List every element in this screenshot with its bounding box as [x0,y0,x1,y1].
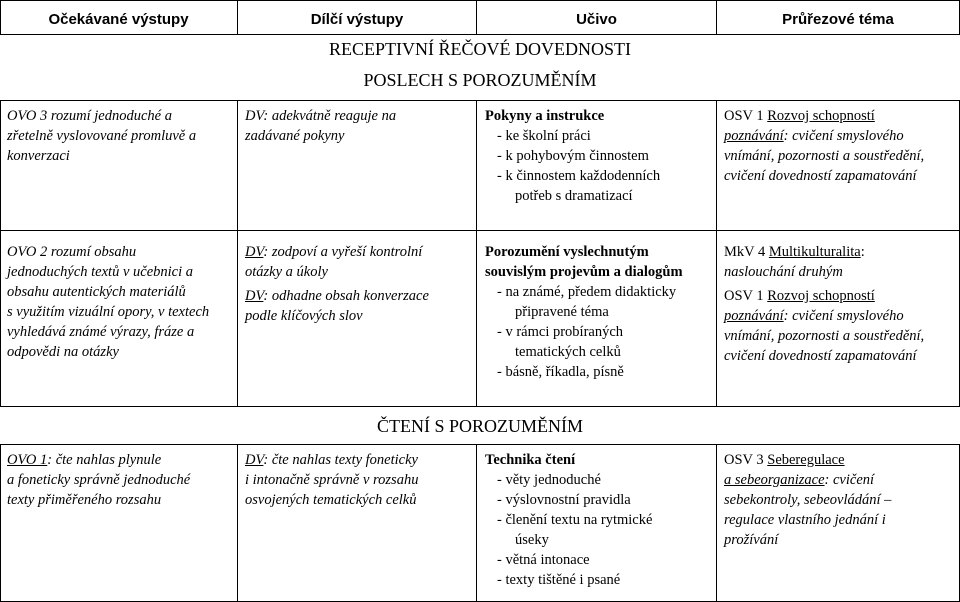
list-item-text: výslovnostní pravidla [505,492,631,508]
column-divider [476,100,477,407]
list-item-continuation: připravené téma [515,304,609,320]
cross-theme-osv1 [724,106,958,186]
list-item-continuation: potřeb s dramatizací [515,188,633,204]
text-line: : cvičení [824,472,875,488]
cross-theme-osv3 [724,450,958,550]
text-line: OVO 2 rozumí obsahu [7,244,137,260]
dv-label: DV [245,452,264,468]
text-line: prožívání [724,532,779,548]
row-separator [0,406,960,407]
column-divider [476,444,477,602]
list-item-text: k činnostem každodenních [505,168,661,184]
curriculum-reading-technique [485,450,713,590]
list-item-continuation: úseky [515,532,549,548]
text-line: : zodpoví a vyřeší kontrolní [263,244,423,260]
dv-label: DV [245,244,264,260]
curriculum-title: Pokyny a instrukce [485,108,605,124]
text-line: zadávané pokyny [245,128,345,144]
text-line: otázky a úkoly [245,264,328,280]
list-item: - básně, říkadla, písně [497,364,624,380]
text-line: texty přiměřeného rozsahu [7,492,162,508]
list-item: - ke školní práci [497,128,591,144]
theme-code: OSV 1 [724,108,768,124]
text-line: i intonačně správně v rozsahu [245,472,419,488]
column-divider [237,100,238,407]
list-item: - členění textu na rytmické [497,512,653,528]
text-line: vnímání, pozornosti a soustředění, [724,148,925,164]
section-title-reading: ČTENÍ S POROZUMĚNÍM [376,416,583,436]
list-item-text: na známé, předem didakticky [505,284,677,300]
partial-outcome-dv-reading [245,450,471,510]
text-line: jednoduchých textů v učebnici a [7,264,194,280]
text-line: : odhadne obsah konverzace [263,288,429,304]
theme-code: OSV 3 [724,452,768,468]
column-divider [237,444,238,602]
theme-link: poznávání [724,308,784,324]
list-item-text: v rámci probíraných [505,324,624,340]
text-line: vyhledává známé výrazy, fráze a [7,324,195,340]
expected-outcome-ovo3 [7,106,233,166]
column-divider [716,100,717,407]
list-item-text: texty tištěné i psané [505,572,621,588]
list-item-text: větná intonace [505,552,590,568]
text-line: regulace vlastního jednání i [724,512,886,528]
expected-outcome-ovo1 [7,450,233,510]
expected-outcome-ovo2 [7,242,233,362]
text-line: konverzaci [7,148,70,164]
section-title-receptive-skills: RECEPTIVNÍ ŘEČOVÉ DOVEDNOSTI [329,39,631,59]
text-line: zřetelně vyslovované promluvě a [7,128,197,144]
curriculum-title: Technika čtení [485,452,576,468]
theme-link: poznávání [724,128,784,144]
text-line: osvojených tematických celků [245,492,417,508]
list-item-continuation: tematických celků [515,344,621,360]
list-item-text: věty jednoduché [505,472,601,488]
list-item: - na známé, předem didakticky [497,284,677,300]
text-line: odpovědi na otázky [7,344,119,360]
list-item-text: básně, říkadla, písně [505,364,624,380]
text-line: a foneticky správně jednoduché [7,472,191,488]
text-line: : cvičení smyslového [783,128,904,144]
column-divider [0,100,1,407]
theme-link: a sebeorganizace [724,472,825,488]
list-item-text: členění textu na rytmické [505,512,653,528]
theme-code: OSV 1 [724,288,768,304]
row-separator [0,100,960,101]
list-item: - větná intonace [497,552,590,568]
theme-link: Seberegulace [767,452,845,468]
text-line: : čte nahlas texty foneticky [263,452,418,468]
ovo-label: OVO 1 [7,452,48,468]
column-divider [0,444,1,602]
text-line: obsahu autentických materiálů [7,284,186,300]
text-line: : cvičení smyslového [783,308,904,324]
list-item: - k pohybovým činnostem [497,148,649,164]
column-header-curriculum: Učivo [576,11,617,28]
theme-link: Rozvoj schopností [767,108,875,124]
header-bottom-border [0,34,960,35]
theme-link: Rozvoj schopností [767,288,875,304]
curriculum-title: Porozumění vyslechnutým [485,244,649,260]
text-line: DV: adekvátně reaguje na [245,108,397,124]
text-line: OVO 3 rozumí jednoduché a [7,108,172,124]
curriculum-instructions [485,106,713,206]
dv-label: DV [245,288,264,304]
text-line: cvičení dovedností zapamatování [724,348,917,364]
text-line: sebekontroly, sebeovládání – [724,492,892,508]
list-item: - texty tištěné i psané [497,572,621,588]
curriculum-title: souvislým projevům a dialogům [485,264,683,280]
text-line: : čte nahlas plynule [47,452,162,468]
column-header-cross-curricular-theme: Průřezové téma [782,11,894,28]
column-header-partial-outcomes: Dílčí výstupy [310,11,404,28]
partial-outcome-dv [245,106,471,146]
list-item-text: k pohybovým činnostem [505,148,649,164]
text-line: vnímání, pozornosti a soustředění, [724,328,925,344]
list-item: - k činnostem každodenních [497,168,661,184]
curriculum-listening-comprehension [485,242,713,382]
text-line: podle klíčových slov [245,308,363,324]
row-separator [0,230,960,231]
partial-outcomes-dv [245,242,471,326]
list-item: - věty jednoduché [497,472,601,488]
table-top-border [0,0,960,1]
list-item-text: ke školní práci [505,128,591,144]
cross-theme-mkv4-osv1 [724,242,958,366]
column-divider [716,444,717,602]
list-item: - výslovnostní pravidla [497,492,631,508]
theme-link: Multikulturalita [768,244,861,260]
text-line: : [860,244,865,260]
column-header-expected-outcomes: Očekávané výstupy [48,11,189,28]
list-item: - v rámci probíraných [497,324,624,340]
text-line: naslouchání druhým [724,264,843,280]
row-separator [0,444,960,445]
theme-code: MkV 4 [724,244,769,260]
text-line: s využitím vizuální opory, v textech [7,304,210,320]
section-subtitle-listening: POSLECH S POROZUMĚNÍM [363,70,597,90]
text-line: cvičení dovedností zapamatování [724,168,917,184]
